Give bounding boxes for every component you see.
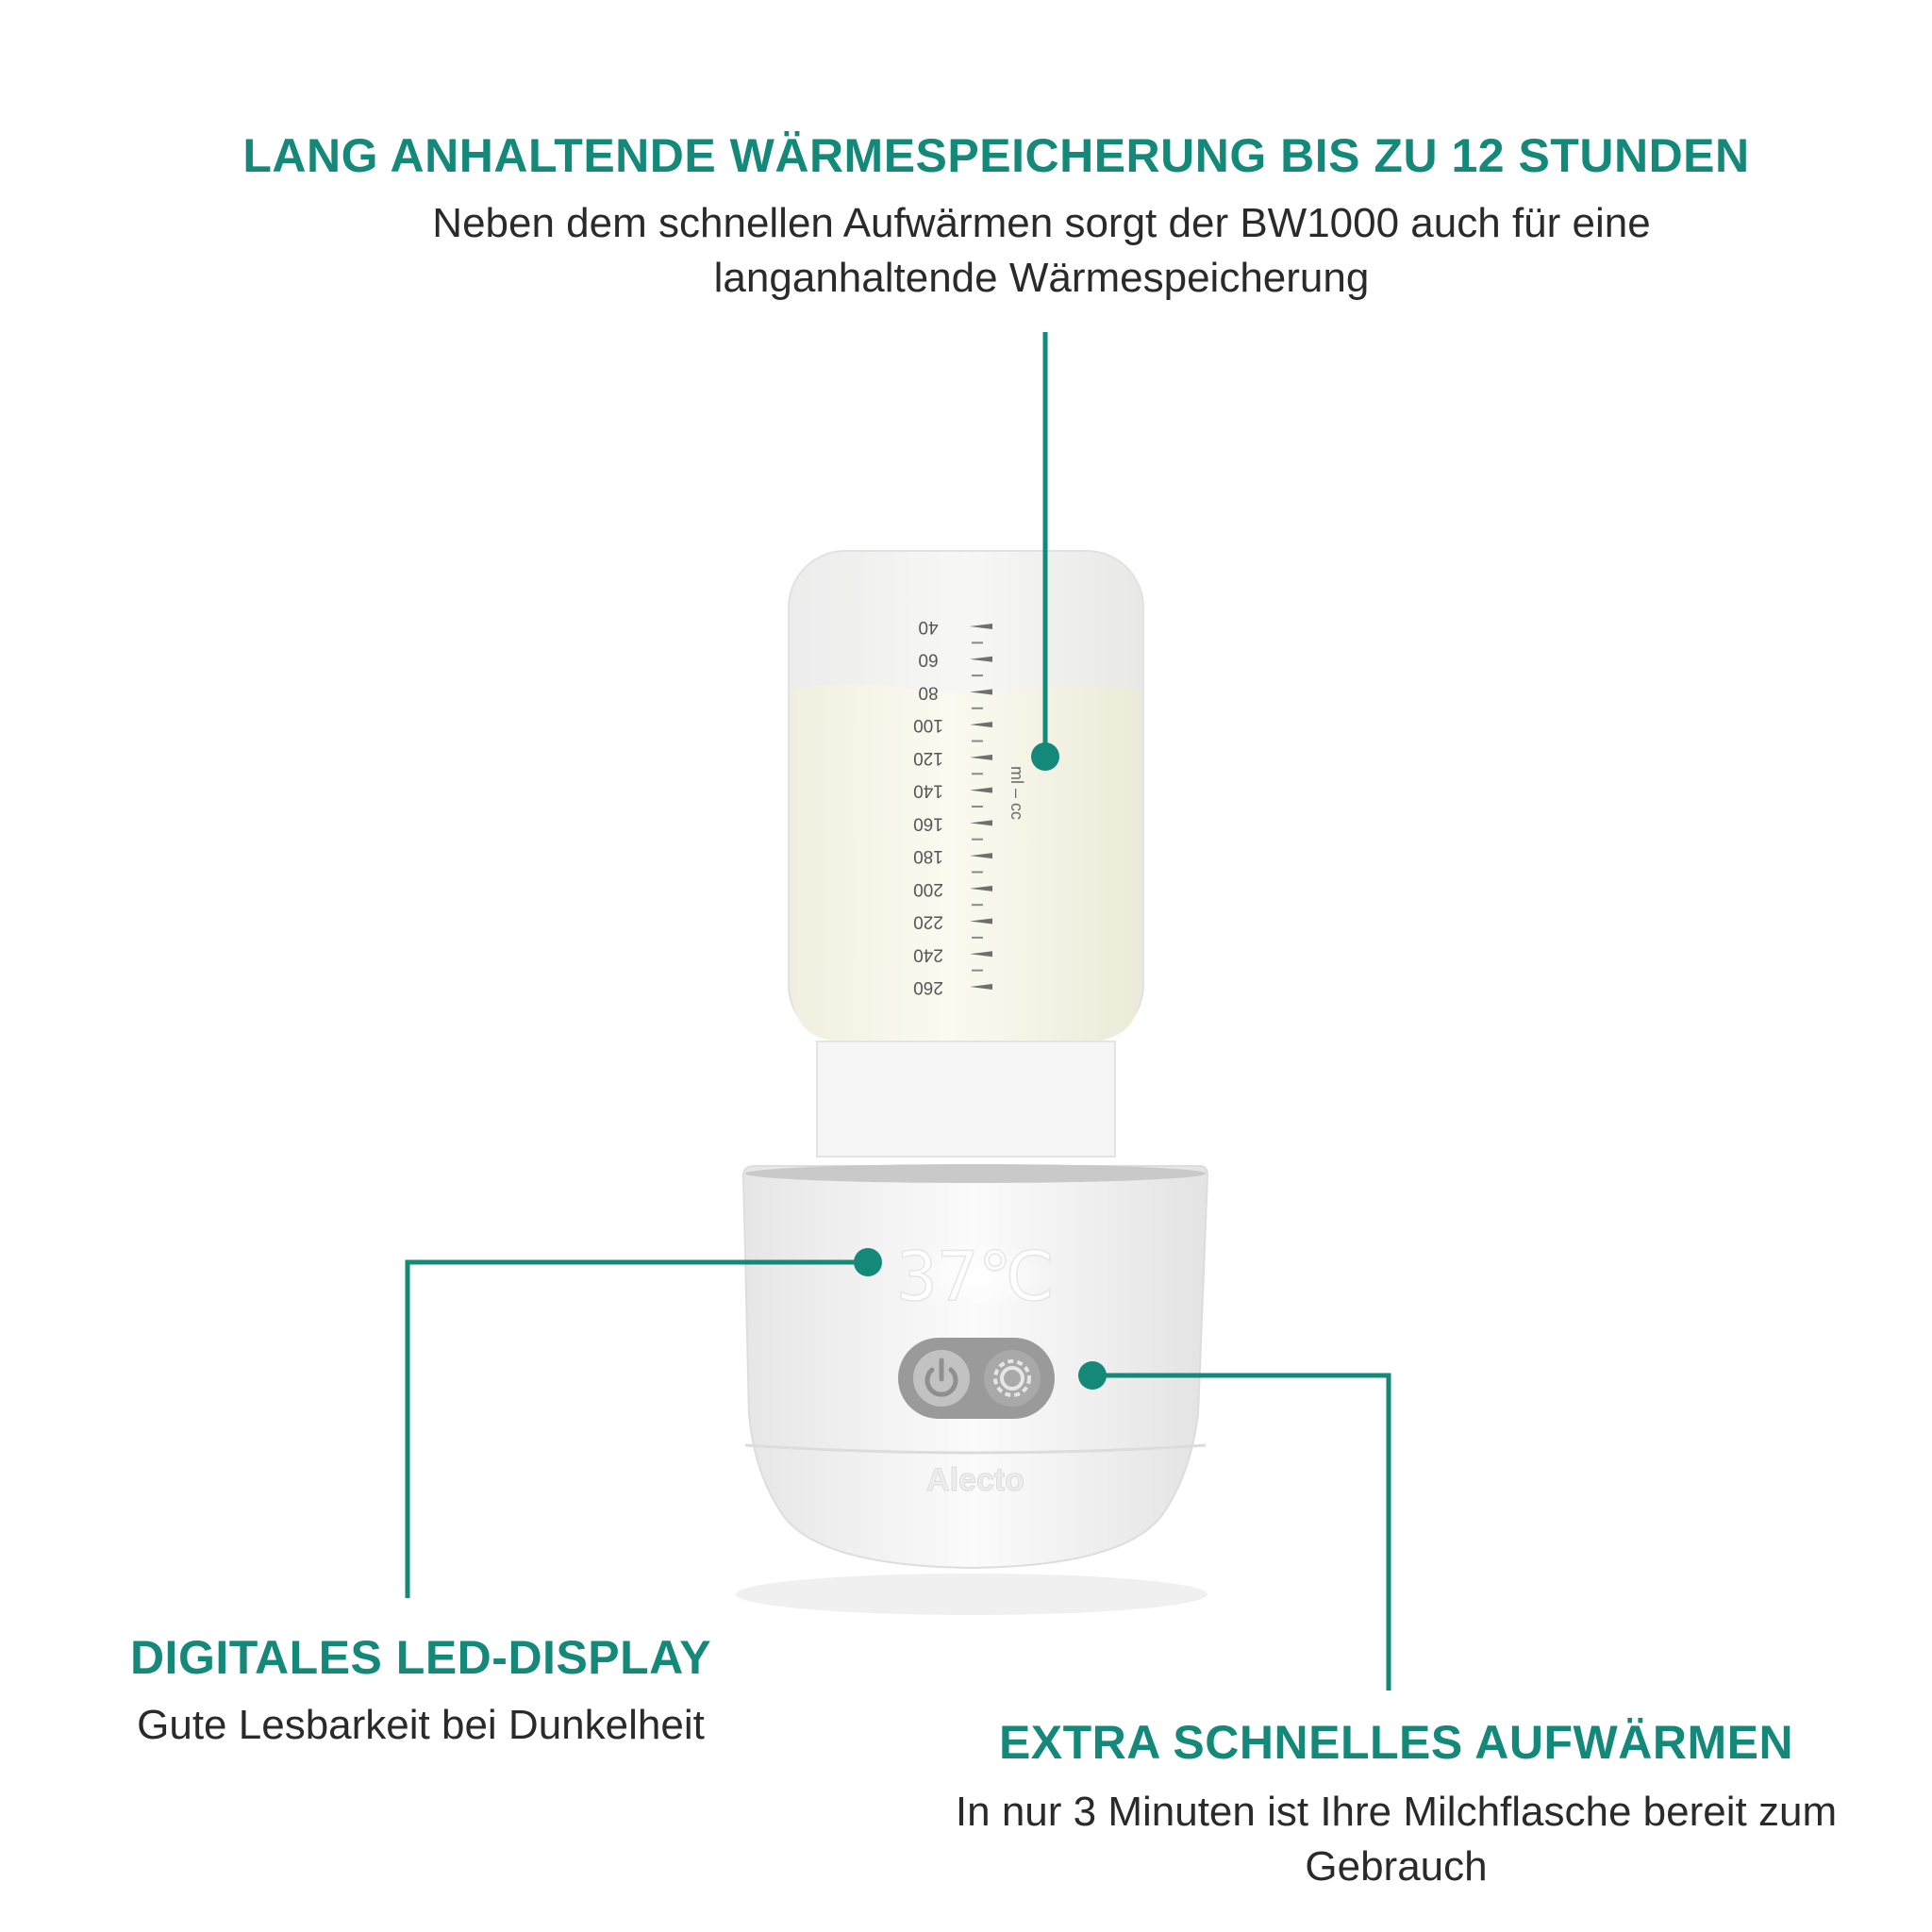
graduation-label: 180 [913,846,943,867]
callout-top-heading: LANG ANHALTENDE WÄRMESPEICHERUNG BIS ZU 12 STUNDEN [242,129,1750,182]
callout-right-heading: EXTRA SCHNELLES AUFWÄRMEN [998,1716,1794,1769]
power-button[interactable] [913,1350,970,1407]
milk [792,684,1140,1041]
warmer-rim [745,1164,1206,1183]
graduation-label: 220 [913,911,943,932]
graduation-label: 260 [913,976,943,997]
bottle-collar [817,1041,1115,1157]
graduation-label: 100 [913,715,943,736]
callout-left-heading: DIGITALES LED-DISPLAY [129,1631,712,1684]
graduation-label: 120 [913,747,943,768]
callout-right-text: In nur 3 Minuten ist Ihre Milchflasche bereit zum Gebrauch [955,1789,1838,1890]
settings-button[interactable] [984,1350,1041,1407]
brand-logo: Alecto [926,1462,1024,1498]
callout-top-text: Neben dem schnellen Aufwärmen sorgt der BW1000 auch für eine langanhaltende Wärmespeicherung [432,200,1651,301]
graduation-label: 140 [913,780,943,801]
graduation-label: 40 [918,616,939,637]
graduation-label: 240 [913,944,943,965]
led-display: 37℃ [896,1237,1055,1316]
graduation-label: 200 [913,878,943,899]
graduation-label: 60 [918,649,939,670]
graduation-label: 160 [913,813,943,834]
bottle-warmer [743,1164,1208,1568]
callout-left-text: Gute Lesbarkeit bei Dunkelheit [137,1702,705,1748]
bottle-unit-label: ml – cc [1008,766,1026,821]
graduation-label: 80 [918,682,939,703]
floor-shadow [736,1574,1208,1615]
baby-bottle [789,551,1143,1157]
